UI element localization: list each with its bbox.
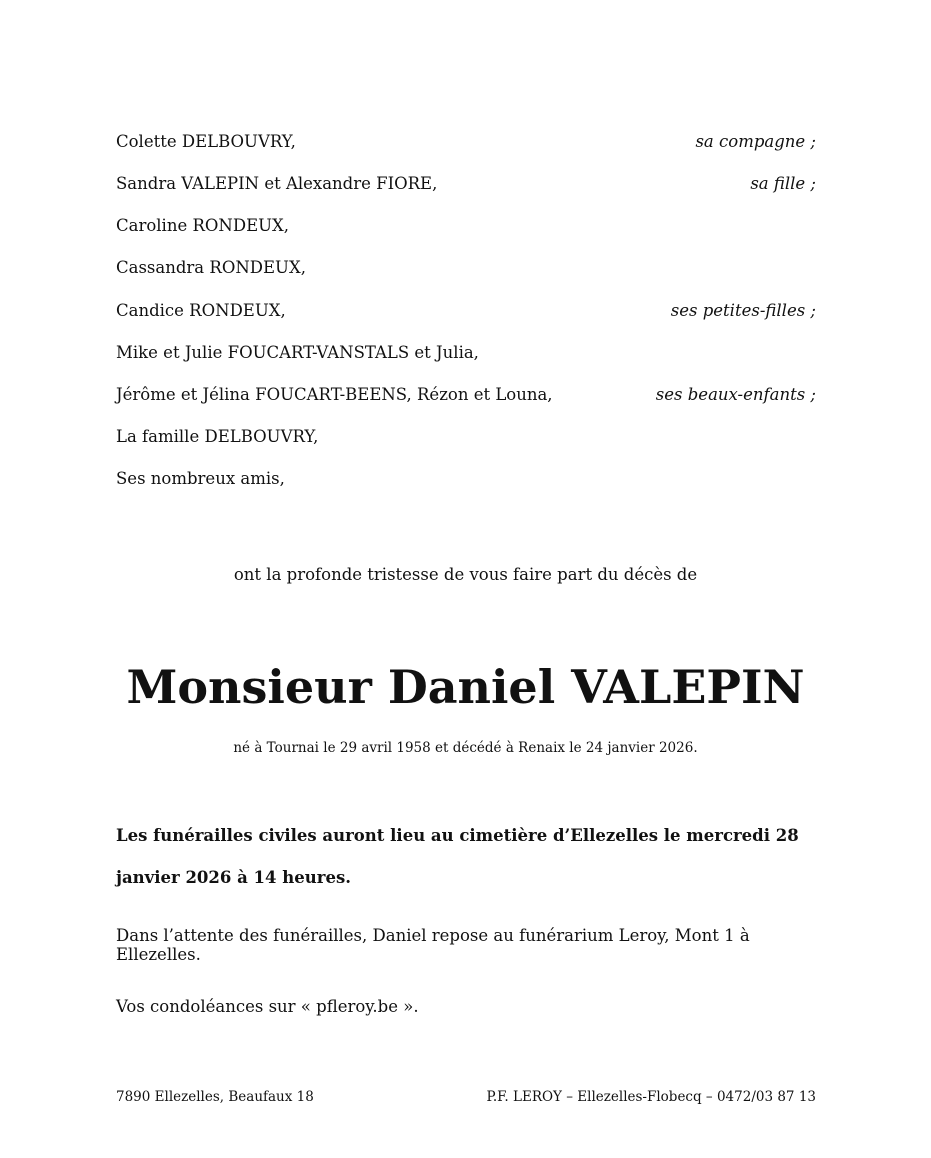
family-name: Jérôme et Jélina FOUCART-BEENS, Rézon et Louna, [116, 385, 553, 404]
family-relation: ses petites-filles ; [670, 301, 816, 320]
family-row [116, 341, 816, 365]
family-row [116, 299, 816, 323]
footer-company: P.F. LEROY – Ellezelles-Flobecq – 0472/03 87 13 [486, 1089, 816, 1105]
announcement-intro: ont la profonde tristesse de vous faire part du décès de [233, 565, 698, 584]
footer [116, 1089, 816, 1105]
family-name: Mike et Julie FOUCART-VANSTALS et Julia, [116, 343, 479, 362]
resting-place: Dans l’attente des funérailles, Daniel repose au funérarium Leroy, Mont 1 à Ellezelles. [116, 926, 750, 964]
family-relation: sa compagne ; [695, 132, 816, 151]
family-row [116, 172, 816, 196]
family-row [116, 256, 816, 280]
family-relation: sa fille ; [750, 174, 816, 193]
family-row [116, 214, 816, 238]
family-name: Cassandra RONDEUX, [116, 258, 306, 277]
deceased-name: Monsieur Daniel VALEPIN [126, 660, 805, 714]
family-row [116, 425, 816, 449]
family-name: Colette DELBOUVRY, [116, 132, 296, 151]
family-name: Caroline RONDEUX, [116, 216, 290, 235]
family-row [116, 383, 816, 407]
family-name: Ses nombreux amis, [116, 469, 285, 488]
family-row [116, 467, 816, 491]
family-name: Sandra VALEPIN et Alexandre FIORE, [116, 174, 438, 193]
family-name: Candice RONDEUX, [116, 301, 286, 320]
footer-address: 7890 Ellezelles, Beaufaux 18 [116, 1089, 314, 1105]
condolences-note: Vos condoléances sur « pfleroy.be ». [116, 997, 419, 1016]
family-row [116, 130, 816, 154]
funeral-details: Les funérailles civiles auront lieu au cimetière d’Ellezelles le mercredi 28 janvier 2026 à 14 heures. [116, 826, 799, 887]
family-name: La famille DELBOUVRY, [116, 427, 319, 446]
family-relation: ses beaux-enfants ; [655, 385, 816, 404]
birth-death-dates: né à Tournai le 29 avril 1958 et décédé à Renaix le 24 janvier 2026. [233, 740, 698, 756]
